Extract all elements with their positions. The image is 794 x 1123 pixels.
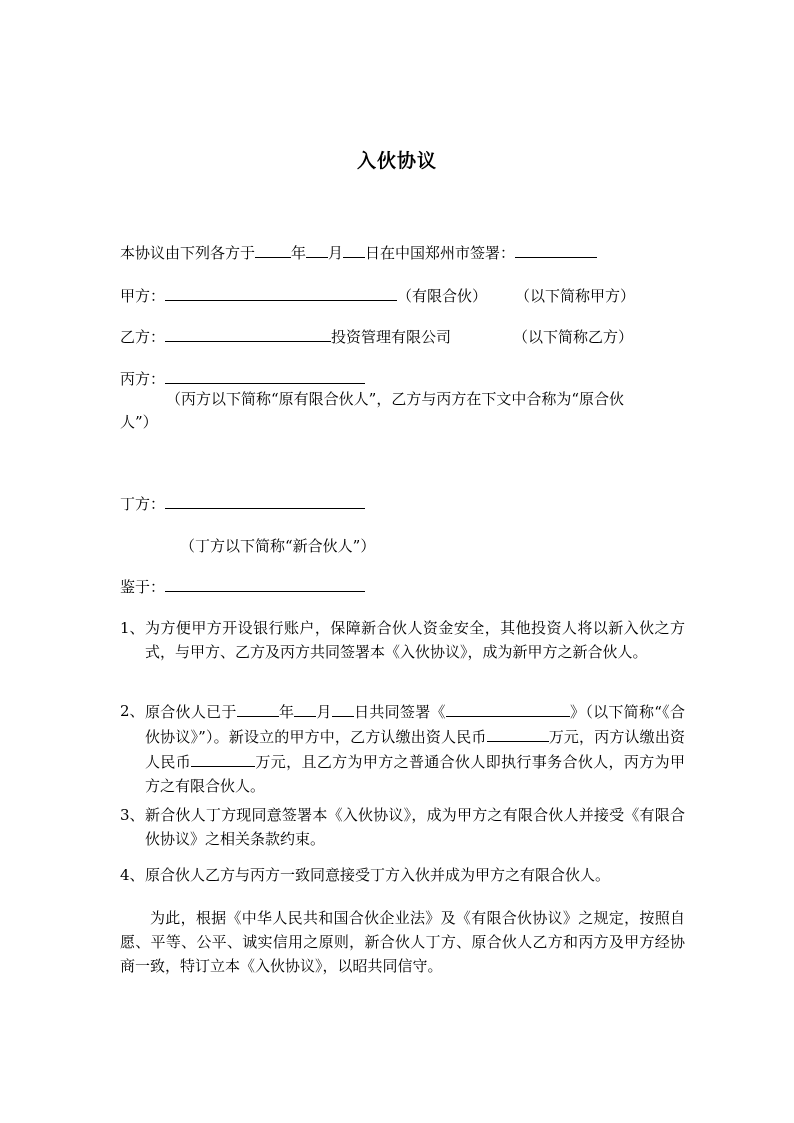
item-1-text: 为方便甲方开设银行账户，保障新合伙人资金安全，其他投资人将以新入伙之方式，与甲方、乙方及丙方共同签署本《入伙协议》，成为新甲方之新合伙人。 <box>145 619 685 661</box>
party-b-line <box>120 324 633 349</box>
whereas-label: 鉴于： <box>120 578 166 596</box>
intro-month: 月 <box>328 244 344 262</box>
item-2-agreement-blank <box>446 699 570 717</box>
party-a-type: （有限合伙） <box>397 287 488 305</box>
party-a-label: 甲方： <box>120 287 166 305</box>
year-blank <box>255 240 291 258</box>
intro-year: 年 <box>291 244 307 262</box>
month-blank <box>306 240 328 258</box>
party-b-company: 投资管理有限公司 <box>331 328 452 346</box>
intro-prefix: 本协议由下列各方于 <box>120 244 256 262</box>
day-blank <box>343 240 365 258</box>
place-blank <box>515 240 597 258</box>
closing-paragraph: 为此，根据《中华人民共和国合伙企业法》及《有限合伙协议》之规定，按照自愿、平等、公平、诚实信用之原则，新合伙人丁方、原合伙人乙方和丙方及甲方经协商一致，特订立本《入伙协议》，以昭共同信守。 <box>120 909 685 975</box>
intro-day-suffix: 日在中国郑州市签署： <box>365 244 516 262</box>
item-4-number: 4、 <box>120 866 145 884</box>
item-4-text: 原合伙人乙方与丙方一致同意接受丁方入伙并成为甲方之有限合伙人。 <box>145 866 611 884</box>
item-2-part-3: 月 <box>316 703 332 721</box>
party-c-label: 丙方： <box>120 370 166 388</box>
item-2-part-1: 原合伙人已于 <box>145 703 237 721</box>
party-c-note-line2: 人”） <box>120 413 158 431</box>
item-2-c-amount-blank <box>191 749 255 767</box>
item-2-part-6: 万元，丙方认缴出资人民币 <box>145 728 685 771</box>
item-2-part-4: 日共同签署《 <box>353 703 446 721</box>
item-1-number: 1、 <box>120 619 145 637</box>
whereas-line <box>120 574 365 599</box>
item-2-part-7: 万元，且乙方为甲方之普通合伙人即执行事务合伙人，丙方为甲方之有限合伙人。 <box>145 753 685 795</box>
document-title: 入伙协议 <box>356 150 437 172</box>
party-c-note-line1: （丙方以下简称“原有限合伙人”，乙方与丙方在下文中合称为“原合伙 <box>166 390 625 408</box>
party-c-blank <box>165 366 365 384</box>
item-2-day-blank <box>332 699 354 717</box>
party-d-blank <box>165 491 365 509</box>
item-2-number: 2、 <box>120 702 145 720</box>
item-2-month-blank <box>294 699 316 717</box>
party-a-blank <box>165 283 397 301</box>
party-b-blank <box>165 324 331 342</box>
party-d-line <box>120 491 365 516</box>
item-2-year-blank <box>237 699 279 717</box>
whereas-blank <box>165 574 365 592</box>
party-d-label: 丁方： <box>120 495 166 513</box>
party-a-line <box>120 283 635 308</box>
party-a-short: （以下简称甲方） <box>515 287 636 305</box>
item-3-number: 3、 <box>120 806 145 824</box>
party-d-note: （丁方以下简称“新合伙人”） <box>180 537 376 555</box>
party-b-label: 乙方： <box>120 328 166 346</box>
party-b-short: （以下简称乙方） <box>513 328 634 346</box>
item-3-text: 新合伙人丁方现同意签署本《入伙协议》，成为甲方之有限合伙人并接受《有限合伙协议》之相关条款约束。 <box>145 806 685 848</box>
intro-line <box>120 240 597 265</box>
item-2-part-5: 》（以下简称“《合伙协议》”）。新设立的甲方中，乙方认缴出资人民币 <box>145 703 685 746</box>
item-2-part-2: 年 <box>278 703 295 721</box>
item-2-text <box>145 699 685 798</box>
item-2-b-amount-blank <box>487 724 549 742</box>
